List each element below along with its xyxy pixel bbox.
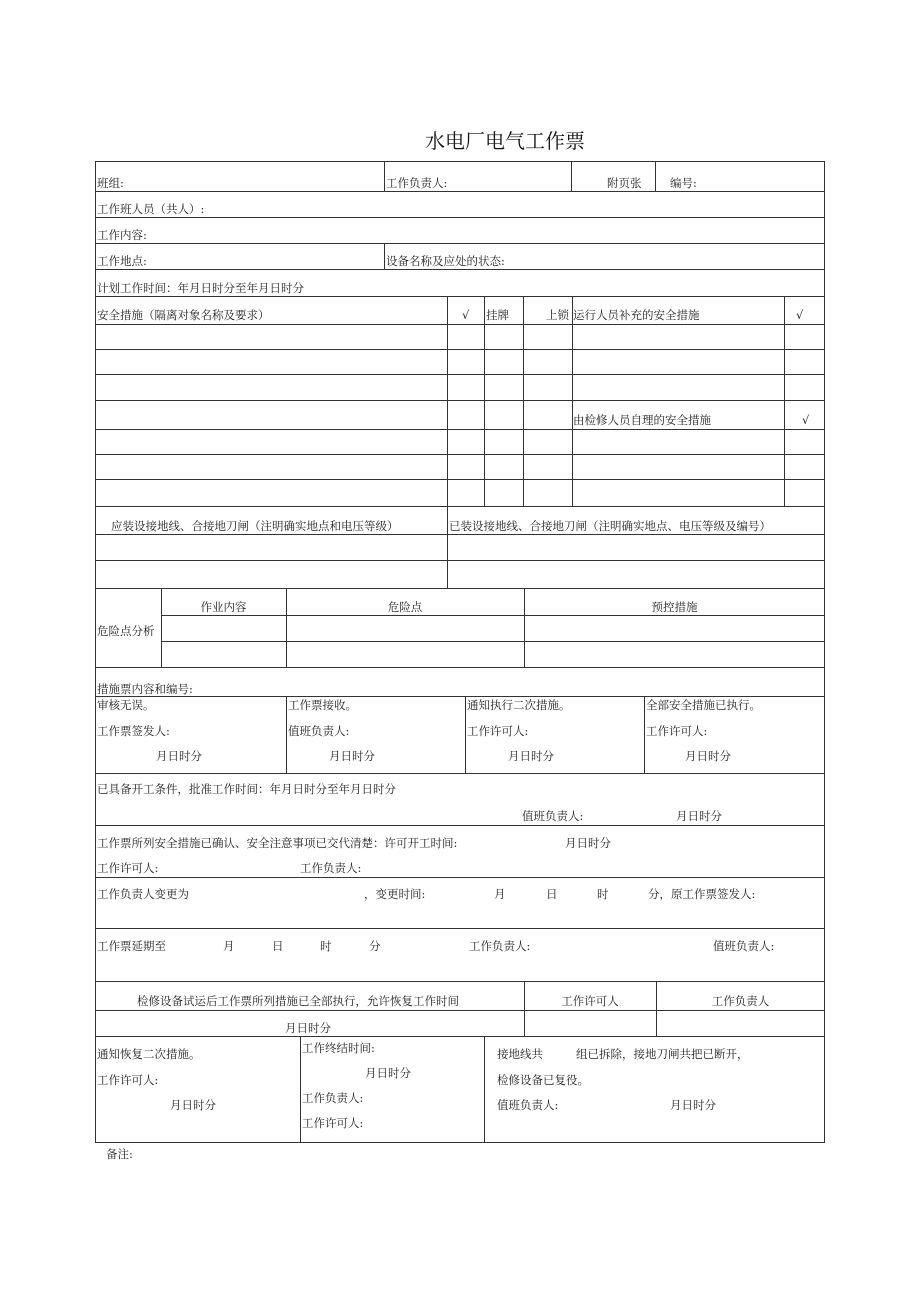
safety-measures-header: 安全措施（隔离对象名称及要求） <box>97 308 270 322</box>
restore-notify-time: 月日时分 <box>170 1098 216 1112</box>
col-divider <box>644 696 645 773</box>
row-divider <box>95 928 825 929</box>
col-divider <box>656 981 657 1036</box>
ticket-signer-field: 工作票签发人: <box>97 724 170 738</box>
extend-month: 月 <box>223 939 235 953</box>
row-divider <box>95 191 825 192</box>
col-divider <box>447 506 448 588</box>
work-permitter-field: 工作许可人: <box>97 861 159 875</box>
row-divider <box>95 1010 825 1011</box>
row-divider <box>95 479 825 480</box>
change-time-label: ，变更时间: <box>364 887 426 901</box>
col-divider <box>784 296 785 506</box>
row-divider <box>95 217 825 218</box>
row-divider <box>95 296 825 297</box>
row-divider <box>95 773 825 774</box>
col-divider <box>286 696 287 773</box>
team-field: 班组: <box>97 176 124 190</box>
lock-column-header: 上锁 <box>546 308 569 322</box>
row-divider <box>95 981 825 982</box>
equipment-state-field: 设备名称及应处的状态: <box>386 254 505 268</box>
row-divider <box>95 696 825 697</box>
row-divider <box>95 269 825 270</box>
work-permitter-field: 工作许可人: <box>302 1116 364 1130</box>
grounding-to-install-header: 应装设接地线、合接地刀闸（注明确实地点和电压等级） <box>111 519 399 533</box>
trial-run-restore-text: 检修设备试运后工作票所列措施已全部执行，允许恢复工作时间 <box>137 994 459 1008</box>
permit-start-time: 月日时分 <box>565 836 611 850</box>
extend-hour: 时 <box>320 939 332 953</box>
ground-removed-text: 组已拆除，接地刀闸共把已断开， <box>576 1047 749 1061</box>
col-divider <box>300 1036 301 1143</box>
work-content-field: 工作内容: <box>97 228 147 242</box>
row-divider <box>95 374 825 375</box>
row-divider <box>95 534 825 535</box>
equipment-restored-text: 检修设备已复役。 <box>497 1073 589 1087</box>
check-mark: √ <box>796 308 804 322</box>
change-month: 月 <box>494 887 506 901</box>
extension-field: 工作票延期至 <box>97 939 166 953</box>
row-divider <box>95 349 825 350</box>
work-leader-field: 工作负责人: <box>469 939 531 953</box>
row-divider <box>95 454 825 455</box>
all-measures-done-text: 全部安全措施已执行。 <box>646 698 761 712</box>
work-end-time: 月日时分 <box>365 1066 411 1080</box>
work-leader-column-header: 工作负责人 <box>711 994 770 1008</box>
col-divider <box>384 243 385 269</box>
col-divider <box>484 1036 485 1143</box>
work-location-field: 工作地点: <box>97 254 147 268</box>
approval-time: 月日时分 <box>676 809 722 823</box>
col-divider <box>523 296 524 506</box>
leader-change-field: 工作负责人变更为 <box>97 887 189 901</box>
col-divider <box>524 981 525 1036</box>
work-permitter-field: 工作许可人: <box>467 724 529 738</box>
work-permitter-column-header: 工作许可人 <box>561 994 619 1008</box>
work-end-time-field: 工作终结时间: <box>302 1041 375 1055</box>
notify-restore-secondary-text: 通知恢复二次措施。 <box>97 1047 201 1061</box>
row-divider <box>161 615 825 616</box>
start-conditions-text: 已具备开工条件，批准工作时间：年月日时分至年月日时分 <box>97 782 396 796</box>
tag-column-header: 挂牌 <box>486 308 509 322</box>
notify-secondary-text: 通知执行二次措施。 <box>467 698 571 712</box>
extend-day: 日 <box>272 939 284 953</box>
row-divider <box>95 560 825 561</box>
restore-time: 月日时分 <box>285 1021 331 1035</box>
measure-ticket-field: 措施票内容和编号: <box>97 682 193 696</box>
signer-time: 月日时分 <box>156 749 202 763</box>
duty-leader-field: 值班负责人: <box>522 809 584 823</box>
row-divider <box>95 324 825 325</box>
control-measures-column-header: 预控措施 <box>651 600 698 614</box>
notify-time: 月日时分 <box>508 749 554 763</box>
col-divider <box>447 296 448 506</box>
ground-wire-count-field: 接地线共 <box>497 1047 543 1061</box>
duty-leader-field: 值班负责人: <box>288 724 350 738</box>
planned-time-field: 计划工作时间：年月日时分至年月日时分 <box>97 281 304 295</box>
check-mark: √ <box>462 308 470 322</box>
crew-members-field: 工作班人员（共人）: <box>97 202 205 216</box>
col-divider <box>572 296 573 506</box>
extend-minute: 分 <box>369 939 381 953</box>
hazard-point-column-header: 危险点 <box>387 600 423 614</box>
row-divider <box>161 641 825 642</box>
duty-leader-field: 值班负责人: <box>497 1098 559 1112</box>
col-divider <box>655 161 656 191</box>
row-divider <box>95 1036 825 1037</box>
work-leader-field: 工作负责人: <box>386 176 448 190</box>
grounding-installed-header: 已装设接地线、合接地刀闸（注明确实地点、电压等级及编号） <box>449 519 771 533</box>
original-signer-field: 分，原工作票签发人: <box>648 887 756 901</box>
check-mark: √ <box>802 413 810 427</box>
col-divider <box>465 696 466 773</box>
done-time: 月日时分 <box>685 749 731 763</box>
row-divider <box>95 825 825 826</box>
ticket-received-text: 工作票接收。 <box>288 698 357 712</box>
work-permitter-field: 工作许可人: <box>646 724 708 738</box>
col-divider <box>384 161 385 191</box>
col-divider <box>571 161 572 191</box>
row-divider <box>95 588 825 589</box>
work-permitter-field: 工作许可人: <box>97 1073 159 1087</box>
work-leader-field: 工作负责人: <box>300 861 362 875</box>
work-content-column-header: 作业内容 <box>200 600 247 614</box>
hazard-analysis-label: 危险点分析 <box>97 624 155 638</box>
maintenance-self-measures-header: 由检修人员自理的安全措施 <box>573 413 711 427</box>
document-title: 水电厂电气工作票 <box>425 129 585 153</box>
change-day: 日 <box>546 887 558 901</box>
duty-leader-field: 值班负责人: <box>713 939 775 953</box>
work-leader-field: 工作负责人: <box>302 1091 364 1105</box>
review-ok-text: 审核无误。 <box>97 698 155 712</box>
ticket-number-field: 编号: <box>670 176 697 190</box>
end-confirm-time: 月日时分 <box>670 1098 716 1112</box>
receive-time: 月日时分 <box>329 749 375 763</box>
remarks-label: 备注: <box>106 1147 133 1161</box>
safety-confirm-text: 工作票所列安全措施已确认、安全注意事项已交代清楚：许可开工时间: <box>97 836 458 850</box>
row-divider <box>95 243 825 244</box>
operator-extra-measures-header: 运行人员补充的安全措施 <box>573 308 700 322</box>
row-divider <box>95 506 825 507</box>
col-divider <box>484 296 485 506</box>
row-divider <box>95 400 825 401</box>
change-hour: 时 <box>597 887 609 901</box>
row-divider <box>95 667 825 668</box>
row-divider <box>95 877 825 878</box>
attachment-pages-field: 附页张 <box>607 176 642 190</box>
row-divider <box>95 429 825 430</box>
